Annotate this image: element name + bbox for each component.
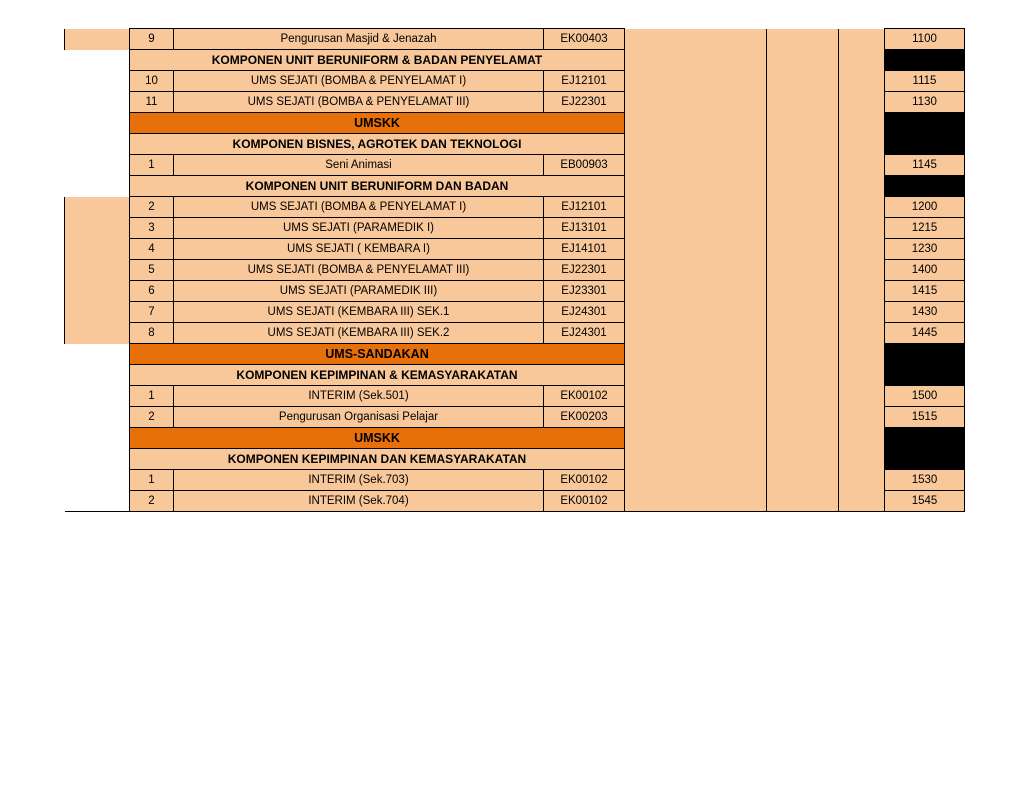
blacked-out-cell — [885, 134, 965, 155]
spacer-cell — [625, 323, 767, 344]
course-time: 1415 — [885, 281, 965, 302]
spacer-cell — [625, 449, 767, 470]
course-name: UMS SEJATI (KEMBARA III) SEK.1 — [174, 302, 544, 323]
table-row — [65, 365, 965, 386]
row-number: 9 — [130, 29, 174, 50]
course-code: EJ22301 — [544, 260, 625, 281]
course-name: Pengurusan Organisasi Pelajar — [174, 407, 544, 428]
course-code: EJ23301 — [544, 281, 625, 302]
spacer-cell-narrow-2 — [839, 113, 885, 134]
spacer-cell-narrow-2 — [839, 71, 885, 92]
spacer-cell-narrow-2 — [839, 134, 885, 155]
spacer-cell-narrow — [767, 323, 839, 344]
spacer-cell-narrow — [767, 134, 839, 155]
blacked-out-cell — [885, 428, 965, 449]
spacer-cell-narrow — [767, 344, 839, 365]
spacer-cell — [625, 344, 767, 365]
spacer-cell-narrow-2 — [839, 155, 885, 176]
course-time: 1230 — [885, 239, 965, 260]
row-gutter-filled — [65, 260, 130, 281]
course-code: EJ12101 — [544, 197, 625, 218]
table-row — [65, 407, 965, 428]
spacer-cell-narrow-2 — [839, 386, 885, 407]
course-code: EK00203 — [544, 407, 625, 428]
course-time: 1145 — [885, 155, 965, 176]
course-time: 1545 — [885, 491, 965, 512]
spacer-cell-narrow — [767, 92, 839, 113]
spacer-cell-narrow-2 — [839, 323, 885, 344]
campus-band-label: UMSKK — [130, 428, 625, 449]
spacer-cell-narrow — [767, 197, 839, 218]
row-gutter-empty — [65, 470, 130, 491]
spacer-cell-narrow-2 — [839, 281, 885, 302]
course-name: INTERIM (Sek.501) — [174, 386, 544, 407]
spacer-cell — [625, 239, 767, 260]
spacer-cell-narrow-2 — [839, 365, 885, 386]
course-schedule-table — [64, 28, 965, 512]
spacer-cell-narrow-2 — [839, 29, 885, 50]
spacer-cell-narrow-2 — [839, 176, 885, 197]
spacer-cell — [625, 113, 767, 134]
row-gutter-empty — [65, 155, 130, 176]
spacer-cell — [625, 491, 767, 512]
table-row — [65, 92, 965, 113]
campus-band-label: UMSKK — [130, 113, 625, 134]
course-time: 1515 — [885, 407, 965, 428]
spacer-cell — [625, 155, 767, 176]
row-gutter-filled — [65, 197, 130, 218]
spacer-cell — [625, 470, 767, 491]
row-gutter-empty — [65, 113, 130, 134]
row-gutter-empty — [65, 50, 130, 71]
spacer-cell-narrow — [767, 71, 839, 92]
row-gutter-empty — [65, 407, 130, 428]
row-gutter-empty — [65, 491, 130, 512]
spacer-cell-narrow — [767, 365, 839, 386]
table-row — [65, 134, 965, 155]
blacked-out-cell — [885, 113, 965, 134]
table-row — [65, 218, 965, 239]
course-code: EB00903 — [544, 155, 625, 176]
row-number: 6 — [130, 281, 174, 302]
spacer-cell — [625, 92, 767, 113]
blacked-out-cell — [885, 176, 965, 197]
row-gutter-empty — [65, 344, 130, 365]
spacer-cell-narrow — [767, 407, 839, 428]
course-time: 1130 — [885, 92, 965, 113]
row-gutter-empty — [65, 176, 130, 197]
spacer-cell — [625, 428, 767, 449]
table-body — [65, 29, 965, 512]
course-code: EJ24301 — [544, 323, 625, 344]
spacer-cell-narrow — [767, 113, 839, 134]
spacer-cell — [625, 218, 767, 239]
table-row — [65, 239, 965, 260]
row-number: 2 — [130, 197, 174, 218]
table-row — [65, 71, 965, 92]
row-number: 11 — [130, 92, 174, 113]
table-row — [65, 323, 965, 344]
table-row — [65, 491, 965, 512]
course-name: UMS SEJATI (BOMBA & PENYELAMAT III) — [174, 260, 544, 281]
course-time: 1200 — [885, 197, 965, 218]
row-gutter-filled — [65, 218, 130, 239]
row-number: 5 — [130, 260, 174, 281]
spacer-cell-narrow — [767, 239, 839, 260]
spacer-cell-narrow-2 — [839, 491, 885, 512]
component-header-label: KOMPONEN UNIT BERUNIFORM & BADAN PENYELAMAT — [130, 50, 625, 71]
table-row — [65, 50, 965, 71]
course-time: 1400 — [885, 260, 965, 281]
course-code: EJ13101 — [544, 218, 625, 239]
course-code: EJ12101 — [544, 71, 625, 92]
component-header-label: KOMPONEN BISNES, AGROTEK DAN TEKNOLOGI — [130, 134, 625, 155]
spacer-cell — [625, 176, 767, 197]
table-row — [65, 302, 965, 323]
spacer-cell-narrow-2 — [839, 239, 885, 260]
blacked-out-cell — [885, 449, 965, 470]
spacer-cell-narrow-2 — [839, 218, 885, 239]
spacer-cell-narrow — [767, 302, 839, 323]
row-gutter-empty — [65, 428, 130, 449]
row-gutter-empty — [65, 134, 130, 155]
course-code: EJ14101 — [544, 239, 625, 260]
table-row — [65, 260, 965, 281]
course-name: INTERIM (Sek.704) — [174, 491, 544, 512]
row-gutter-empty — [65, 449, 130, 470]
component-header-label: KOMPONEN KEPIMPINAN DAN KEMASYARAKATAN — [130, 449, 625, 470]
row-number: 2 — [130, 491, 174, 512]
course-code: EK00403 — [544, 29, 625, 50]
row-number: 3 — [130, 218, 174, 239]
course-name: Pengurusan Masjid & Jenazah — [174, 29, 544, 50]
spacer-cell-narrow-2 — [839, 344, 885, 365]
course-name: UMS SEJATI (BOMBA & PENYELAMAT I) — [174, 197, 544, 218]
row-number: 7 — [130, 302, 174, 323]
campus-band-label: UMS-SANDAKAN — [130, 344, 625, 365]
spacer-cell-narrow-2 — [839, 449, 885, 470]
row-gutter-filled — [65, 323, 130, 344]
spacer-cell-narrow — [767, 155, 839, 176]
course-name: UMS SEJATI (BOMBA & PENYELAMAT I) — [174, 71, 544, 92]
course-name: Seni Animasi — [174, 155, 544, 176]
component-header-label: KOMPONEN UNIT BERUNIFORM DAN BADAN — [130, 176, 625, 197]
course-code: EK00102 — [544, 470, 625, 491]
course-name: UMS SEJATI (PARAMEDIK III) — [174, 281, 544, 302]
row-gutter-filled — [65, 281, 130, 302]
course-time: 1215 — [885, 218, 965, 239]
table-row — [65, 176, 965, 197]
spacer-cell — [625, 260, 767, 281]
row-gutter-empty — [65, 71, 130, 92]
course-code: EJ22301 — [544, 92, 625, 113]
spacer-cell-narrow-2 — [839, 470, 885, 491]
spacer-cell-narrow-2 — [839, 92, 885, 113]
spacer-cell-narrow-2 — [839, 197, 885, 218]
table-row — [65, 386, 965, 407]
row-gutter-empty — [65, 386, 130, 407]
row-gutter-filled — [65, 302, 130, 323]
course-name: UMS SEJATI (KEMBARA III) SEK.2 — [174, 323, 544, 344]
course-name: UMS SEJATI (PARAMEDIK I) — [174, 218, 544, 239]
table-row — [65, 344, 965, 365]
spacer-cell-narrow-2 — [839, 428, 885, 449]
table-row — [65, 428, 965, 449]
spacer-cell — [625, 134, 767, 155]
course-name: INTERIM (Sek.703) — [174, 470, 544, 491]
spacer-cell-narrow-2 — [839, 407, 885, 428]
spacer-cell-narrow — [767, 470, 839, 491]
row-number: 1 — [130, 155, 174, 176]
course-time: 1530 — [885, 470, 965, 491]
spacer-cell — [625, 386, 767, 407]
course-name: UMS SEJATI (BOMBA & PENYELAMAT III) — [174, 92, 544, 113]
spacer-cell-narrow-2 — [839, 302, 885, 323]
spacer-cell-narrow — [767, 218, 839, 239]
spacer-cell-narrow — [767, 449, 839, 470]
row-number: 10 — [130, 71, 174, 92]
table-row — [65, 197, 965, 218]
spacer-cell-narrow-2 — [839, 50, 885, 71]
component-header-label: KOMPONEN KEPIMPINAN & KEMASYARAKATAN — [130, 365, 625, 386]
course-code: EK00102 — [544, 386, 625, 407]
row-gutter-empty — [65, 365, 130, 386]
spacer-cell-narrow — [767, 281, 839, 302]
spacer-cell — [625, 50, 767, 71]
spacer-cell-narrow — [767, 176, 839, 197]
spacer-cell-narrow — [767, 29, 839, 50]
spacer-cell-narrow — [767, 491, 839, 512]
course-time: 1500 — [885, 386, 965, 407]
row-number: 1 — [130, 386, 174, 407]
spacer-cell-narrow — [767, 260, 839, 281]
row-gutter-filled — [65, 29, 130, 50]
spacer-cell-narrow — [767, 50, 839, 71]
course-code: EK00102 — [544, 491, 625, 512]
spacer-cell — [625, 281, 767, 302]
spacer-cell — [625, 302, 767, 323]
course-time: 1115 — [885, 71, 965, 92]
course-code: EJ24301 — [544, 302, 625, 323]
row-number: 2 — [130, 407, 174, 428]
blacked-out-cell — [885, 365, 965, 386]
spacer-cell-narrow-2 — [839, 260, 885, 281]
row-gutter-filled — [65, 239, 130, 260]
table-row — [65, 29, 965, 50]
spacer-cell — [625, 29, 767, 50]
row-gutter-empty — [65, 92, 130, 113]
table-row — [65, 155, 965, 176]
blacked-out-cell — [885, 344, 965, 365]
course-time: 1100 — [885, 29, 965, 50]
spacer-cell-narrow — [767, 428, 839, 449]
row-number: 8 — [130, 323, 174, 344]
table-row — [65, 113, 965, 134]
table-row — [65, 470, 965, 491]
blacked-out-cell — [885, 50, 965, 71]
spacer-cell — [625, 365, 767, 386]
spacer-cell — [625, 407, 767, 428]
table-row — [65, 281, 965, 302]
spacer-cell — [625, 71, 767, 92]
spacer-cell — [625, 197, 767, 218]
course-time: 1445 — [885, 323, 965, 344]
course-time: 1430 — [885, 302, 965, 323]
row-number: 1 — [130, 470, 174, 491]
course-name: UMS SEJATI ( KEMBARA I) — [174, 239, 544, 260]
table-row — [65, 449, 965, 470]
spacer-cell-narrow — [767, 386, 839, 407]
row-number: 4 — [130, 239, 174, 260]
